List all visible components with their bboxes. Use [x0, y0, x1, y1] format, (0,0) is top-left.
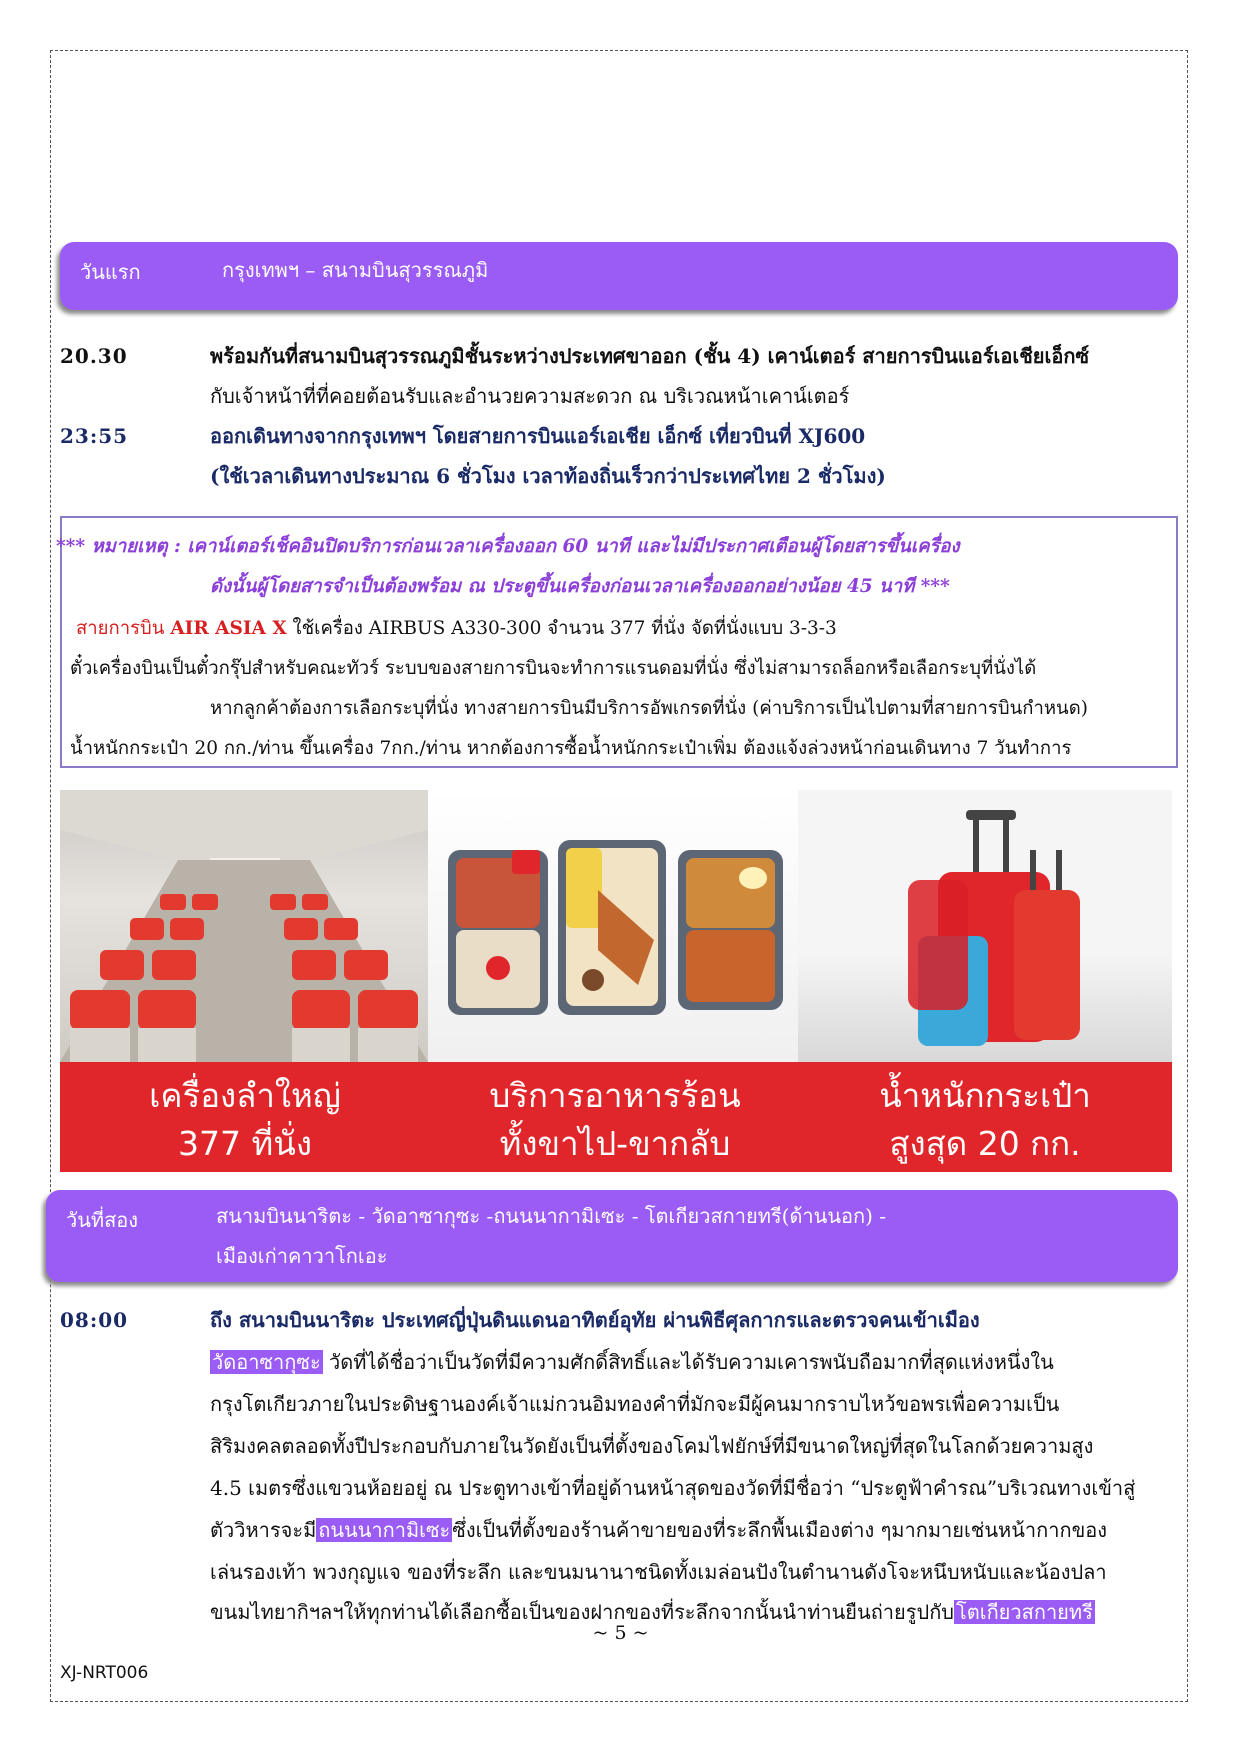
day2-title-line2: เมืองเก่าคาวาโกเอะ: [216, 1244, 388, 1268]
cabin-photo: [60, 790, 428, 1062]
day2-line8-text: ขนมไทยากิฯลฯให้ทุกท่านได้เลือกซื้อเป็นของฝากของที่ระลึกจากนั้นนำท่านยืนถ่ายรูปกับ: [210, 1600, 954, 1624]
item-2355-line2: (ใช้เวลาเดินทางประมาณ 6 ชั่วโมง เวลาท้องถิ่นเร็วกว่าประเทศไทย 2 ชั่วโมง): [210, 464, 886, 488]
banner-caption-meals-line2: ทั้งขาไป-ขากลับ: [499, 1124, 731, 1163]
asakusa-temple-highlight: วัดอาซากุซะ: [212, 1350, 321, 1374]
day2-line5: 4.5 เมตรซึ่งแขวนห้อยอยู่ ณ ประตูทางเข้าที่อยู่ด้านหน้าสุดของวัดที่มีชื่อว่า “ประตูฟ้าคำรณ”บริเวณทางเข้าสู่: [210, 1476, 1136, 1500]
item-2030-line2: กับเจ้าหน้าที่ที่คอยต้อนรับและอำนวยความสะดวก ณ บริเวณหน้าเคาน์เตอร์: [210, 384, 850, 408]
note-aircraft: ใช้เครื่อง AIRBUS A330-300 จำนวน 377 ที่นั่ง จัดที่นั่งแบบ 3-3-3: [286, 618, 837, 639]
banner-caption-meals-line1: บริการอาหารร้อน: [489, 1076, 741, 1115]
note-line1: *** หมายเหตุ : เคาน์เตอร์เช็คอินปิดบริการก่อนเวลาเครื่องออก 60 นาที และไม่มีประกาศเตือนผู้โดยสารขึ้นเครื่อง: [56, 536, 960, 557]
banner-caption-baggage-line1: น้ำหนักกระเป๋า: [879, 1076, 1091, 1115]
promo-image: [60, 790, 1172, 1172]
item-2030-line1: [210, 336, 1089, 376]
airline-name: สายการบินแอร์เอเชียเอ็กซ์: [862, 344, 1090, 368]
note-line2: ดังนั้นผู้โดยสารจำเป็นต้องพร้อม ณ ประตูขึ้นเครื่องก่อนเวลาเครื่องออกอย่างน้อย 45 นาที ***: [210, 576, 950, 597]
day2-line3: กรุงโตเกียวภายในประดิษฐานองค์เจ้าแม่กวนอิมทองคำที่มักจะมีผู้คนมากราบไหว้ขอพรเพื่อความเป็น: [210, 1392, 1060, 1416]
banner-caption-seats-line2: 377 ที่นั่ง: [178, 1124, 312, 1163]
note-airline-prefix: สายการบิน: [76, 618, 171, 639]
banner-caption-meals: [430, 1072, 800, 1168]
document-code: XJ-NRT006: [60, 1663, 149, 1683]
day2-line6-text: ซึ่งเป็นที่ตั้งของร้านค้าขายของที่ระลึกพื้นเมืองต่าง ๆมากมายเช่นหน้ากากของ: [452, 1518, 1108, 1542]
day2-line6-pre: ตัววิหารจะมี: [210, 1518, 317, 1542]
day1-title: กรุงเทพฯ – สนามบินสุวรรณภูมิ: [222, 258, 489, 282]
item-2030-text: พร้อมกันที่สนามบินสุวรรณภูมิชั้นระหว่างประเทศขาออก (ชั้น 4) เคาน์เตอร์: [210, 344, 863, 368]
note-box: [56, 516, 1178, 768]
note-line6: น้ำหนักกระเป๋า 20 กก./ท่าน ขึ้นเครื่อง 7กก./ท่าน หากต้องการซื้อน้ำหนักกระเป๋าเพิ่ม ต้องแจ้งล่วงหน้าก่อนเดินทาง 7 วันทำการ: [70, 738, 1072, 759]
note-line3: [76, 614, 837, 643]
luggage-photo: [798, 790, 1172, 1062]
day1-label: วันแรก: [80, 260, 141, 284]
banner-caption-seats-line1: เครื่องลำใหญ่: [149, 1076, 341, 1115]
nakamise-highlight: ถนนนากามิเซะ: [318, 1518, 451, 1542]
day2-line1: ถึง สนามบินนาริตะ ประเทศญี่ปุ่นดินแดนอาทิตย์อุทัย ผ่านพิธีศุลกากรและตรวจคนเข้าเมือง: [210, 1308, 980, 1332]
time-2030: 20.30: [60, 344, 128, 368]
banner-caption-baggage-line2: สูงสุด 20 กก.: [889, 1124, 1081, 1163]
page-number: ~ 5 ~: [592, 1622, 649, 1644]
time-0800: 08:00: [60, 1308, 129, 1332]
promo-banner: [60, 1062, 1172, 1172]
day2-header: [46, 1190, 1178, 1282]
note-airline-name: AIR ASIA X: [170, 618, 287, 639]
day2-line7: เล่นรองเท้า พวงกุญแจ ของที่ระลึก และขนมนานาชนิดทั้งเมล่อนปังในตำนานดังโจะหนึบหนับและน้องปลา: [210, 1560, 1107, 1584]
day2-line2-text: วัดที่ได้ชื่อว่าเป็นวัดที่มีความศักดิ์สิทธิ์และได้รับความเคารพนับถือมากที่สุดแห่งหนึ่งใน: [322, 1350, 1054, 1374]
day2-label: วันที่สอง: [66, 1208, 139, 1232]
meal-photo: [428, 790, 798, 1062]
day2-line6: [210, 1510, 1107, 1550]
item-2355-line1: ออกเดินทางจากกรุงเทพฯ โดยสายการบินแอร์เอเชีย เอ็กซ์ เที่ยวบินที่ XJ600: [210, 424, 866, 448]
banner-caption-baggage: [800, 1072, 1170, 1168]
day2-line4: สิริมงคลตลอดทั้งปีประกอบกับภายในวัดยังเป็นที่ตั้งของโคมไฟยักษ์ที่มีขนาดใหญ่ที่สุดในโลกด้วยความสูง: [210, 1434, 1094, 1458]
day2-line2: [210, 1342, 1054, 1382]
banner-caption-seats: [60, 1072, 430, 1168]
skytree-highlight: โตเกียวสกายทรี: [956, 1600, 1093, 1624]
day1-header: [60, 242, 1178, 310]
day2-title-line1: สนามบินนาริตะ - วัดอาซากุซะ -ถนนนากามิเซะ - โตเกียวสกายทรี(ด้านนอก) -: [216, 1204, 887, 1228]
note-line5: หากลูกค้าต้องการเลือกระบุที่นั่ง ทางสายการบินมีบริการอัพเกรดที่นั่ง (ค่าบริการเป็นไปตามที่สายการบินกำหนด): [210, 698, 1088, 719]
note-line4: ตั๋วเครื่องบินเป็นตั๋วกรุ๊ปสำหรับคณะทัวร์ ระบบของสายการบินจะทำการแรนดอมที่นั่ง ซึ่งไม่สามารถล็อกหรือเลือกระบุที่นั่งได้: [70, 658, 1037, 679]
time-2355: 23:55: [60, 424, 129, 448]
